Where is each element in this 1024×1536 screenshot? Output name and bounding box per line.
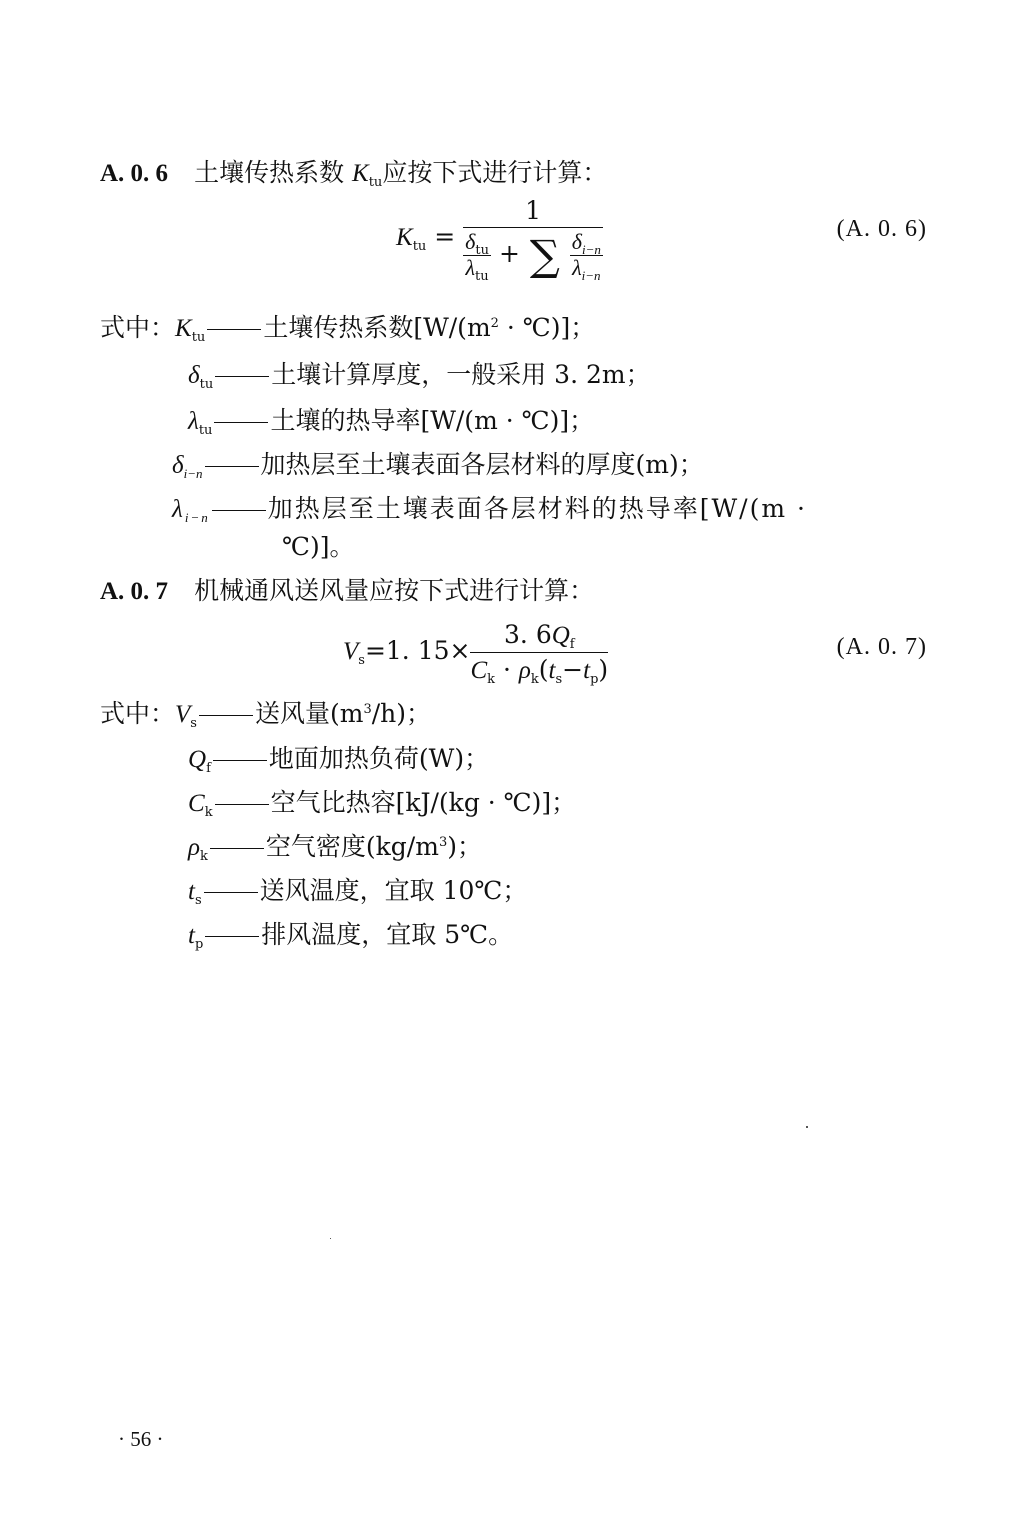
- def-subscript: p: [194, 937, 204, 952]
- delta-subscript: i−n: [582, 242, 601, 257]
- minus-sign: −: [562, 655, 584, 684]
- definition-row: [100, 313, 595, 344]
- where-label: 式中：: [100, 313, 176, 342]
- def-symbol: δ: [188, 362, 200, 389]
- c-symbol: C: [470, 657, 488, 684]
- def-description: 空气比热容[kJ/(kg · ℃)]；: [270, 788, 577, 817]
- def-description: 加热层至土壤表面各层材料的热导率[W/(m ·: [267, 494, 807, 523]
- def-superscript: 2: [490, 316, 499, 331]
- def-subscript: tu: [199, 377, 214, 392]
- fraction-in-num: [570, 230, 603, 256]
- definition-row: [188, 788, 576, 819]
- def-description: 排风温度，宜取 5℃。: [261, 920, 514, 949]
- lambda-subscript: i−n: [581, 268, 601, 283]
- def-symbol: Q: [188, 746, 207, 773]
- definition-row: [188, 744, 489, 775]
- where-label: 式中：: [100, 699, 176, 728]
- em-dash: [205, 466, 259, 467]
- def-symbol: ρ: [188, 834, 200, 861]
- em-dash: [213, 760, 267, 761]
- rho-symbol: ρ: [518, 657, 531, 684]
- def-symbol: t: [188, 878, 195, 905]
- open-paren: (: [538, 655, 549, 684]
- em-dash: [210, 848, 264, 849]
- definition-row: [188, 876, 527, 907]
- def-description: 空气密度(kg/m: [265, 832, 439, 861]
- definition-row: [188, 832, 482, 863]
- plus-sign: +: [498, 239, 520, 268]
- formula-a07: [343, 620, 608, 685]
- formula-lhs: K: [396, 224, 413, 251]
- fraction-tu: [463, 229, 491, 284]
- def-subscript: s: [190, 716, 197, 731]
- main-fraction: [470, 620, 608, 685]
- numerator-subscript: f: [569, 637, 575, 652]
- denominator: [470, 653, 608, 685]
- def-description: 送风量(m: [254, 699, 364, 728]
- fraction-tu-num: [463, 230, 491, 256]
- def-description: 地面加热负荷(W)；: [268, 744, 490, 773]
- t-subscript: s: [555, 672, 563, 687]
- denominator: [463, 228, 603, 284]
- def-subscript: k: [204, 805, 213, 820]
- numerator-coefficient: 3. 6: [504, 620, 552, 649]
- def-subscript: k: [200, 849, 208, 864]
- em-dash: [207, 329, 261, 330]
- close-paren: ): [598, 655, 609, 684]
- symbol: K: [352, 160, 369, 187]
- def-symbol: δ: [172, 452, 184, 479]
- def-symbol: K: [175, 315, 192, 342]
- definition-continuation: ℃)]。: [282, 532, 355, 561]
- rho-subscript: k: [530, 672, 539, 687]
- lambda-symbol: λ: [572, 255, 582, 280]
- def-description-end: /h)；: [371, 699, 431, 728]
- symbol-subscript: tu: [368, 175, 383, 190]
- definition-row: [172, 494, 807, 525]
- def-description: 加热层至土壤表面各层材料的厚度(m)；: [260, 450, 704, 479]
- def-subscript: i−n: [183, 466, 203, 481]
- lambda-subscript: tu: [475, 269, 489, 284]
- def-description: 土壤计算厚度，一般采用 3. 2m；: [271, 360, 651, 389]
- em-dash: [205, 936, 259, 937]
- page-number: · 56 ·: [118, 1427, 164, 1451]
- def-description: 土壤传热系数[W/(m: [263, 313, 491, 342]
- def-subscript: i−n: [184, 510, 210, 525]
- heading-text: 机械通风送风量应按下式进行计算：: [194, 576, 595, 605]
- numerator: [470, 620, 608, 653]
- delta-subscript: tu: [475, 243, 489, 258]
- def-description: 土壤的热导率[W/(m · ℃)]；: [270, 406, 595, 435]
- formula-lhs: V: [343, 638, 359, 665]
- definition-row: [188, 920, 513, 951]
- fraction-in: [570, 230, 603, 281]
- delta-symbol: δ: [571, 229, 583, 254]
- fraction-in-den: [570, 256, 603, 281]
- section-number: A. 0. 6: [100, 160, 169, 187]
- sum-symbol: ∑: [529, 231, 560, 280]
- heading-text-end: 应按下式进行计算：: [382, 158, 608, 187]
- scan-speck: [330, 1238, 331, 1239]
- em-dash: [204, 892, 258, 893]
- equals-coefficient: =1. 15×: [364, 636, 471, 665]
- definition-row: [188, 406, 594, 437]
- fraction-tu-den: [463, 255, 491, 284]
- delta-symbol: δ: [465, 229, 476, 254]
- scan-speck: [806, 1126, 808, 1128]
- main-fraction: [463, 196, 603, 284]
- section-a06-heading: [100, 158, 607, 189]
- t-symbol: t: [548, 657, 556, 684]
- em-dash: [199, 715, 253, 716]
- formula-lhs-subscript: tu: [412, 239, 427, 254]
- numerator: 1: [463, 196, 603, 228]
- def-description-end: )；: [447, 832, 482, 861]
- section-number: A. 0. 7: [100, 578, 169, 605]
- def-superscript: 3: [438, 835, 448, 850]
- numerator-symbol: Q: [551, 622, 570, 649]
- em-dash: [215, 376, 269, 377]
- multiply-dot: ·: [495, 655, 519, 684]
- def-subscript: f: [206, 761, 211, 776]
- definition-row: [100, 699, 431, 730]
- definition-row: [188, 360, 651, 391]
- em-dash: [214, 422, 268, 423]
- definition-row: [172, 450, 704, 481]
- t-subscript: p: [590, 672, 599, 687]
- def-description: 送风温度，宜取 10℃；: [259, 876, 528, 905]
- c-subscript: k: [487, 672, 496, 687]
- def-subscript: tu: [191, 330, 206, 345]
- def-symbol: t: [188, 922, 195, 949]
- def-subscript: tu: [198, 423, 213, 438]
- equation-number-a07: (A. 0. 7): [836, 634, 927, 660]
- em-dash: [212, 510, 266, 511]
- formula-lhs-subscript: s: [358, 653, 365, 668]
- def-symbol: V: [175, 701, 191, 728]
- def-superscript: 3: [363, 702, 372, 717]
- def-description-end: · ℃)]；: [498, 313, 596, 342]
- section-a07-heading: [100, 576, 594, 607]
- lambda-symbol: λ: [465, 255, 476, 280]
- def-symbol: λ: [188, 408, 199, 435]
- em-dash: [215, 804, 269, 805]
- def-symbol: λ: [172, 496, 185, 523]
- t-symbol: t: [583, 657, 591, 684]
- formula-a06: [396, 196, 603, 284]
- heading-text: 土壤传热系数: [194, 158, 353, 187]
- equation-number-a06: (A. 0. 6): [836, 216, 927, 242]
- equals-sign: =: [434, 222, 456, 251]
- def-symbol: C: [188, 790, 205, 817]
- def-subscript: s: [194, 893, 202, 908]
